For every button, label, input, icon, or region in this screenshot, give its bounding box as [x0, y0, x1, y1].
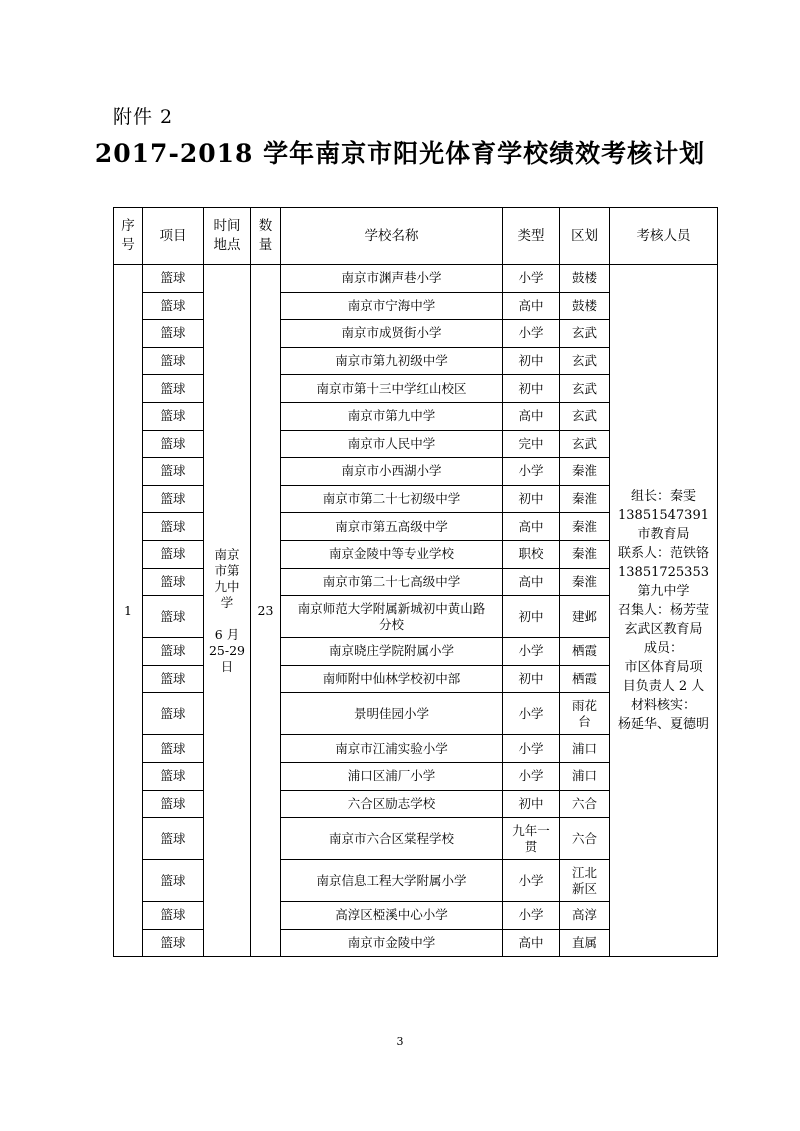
school-name-cell — [281, 929, 503, 957]
district-cell-text: 高淳 — [571, 907, 597, 923]
school-name-cell-text: 南京市第二十七高级中学 — [322, 573, 461, 589]
project-cell-text: 篮球 — [160, 435, 186, 451]
project-cell — [143, 638, 204, 666]
project-cell-text: 篮球 — [160, 671, 186, 687]
project-cell-text: 篮球 — [160, 380, 186, 396]
school-type-cell — [503, 402, 560, 430]
school-type-cell-text: 初中 — [518, 491, 544, 507]
school-name-cell — [281, 430, 503, 458]
project-cell — [143, 790, 204, 818]
page-number: 3 — [396, 1035, 404, 1048]
school-type-cell — [503, 818, 560, 860]
school-type-cell — [503, 540, 560, 568]
school-name-cell — [281, 347, 503, 375]
school-type-cell — [503, 929, 560, 957]
school-type-cell-text: 初中 — [518, 795, 544, 811]
school-name-cell — [281, 568, 503, 596]
school-name-cell-text: 南京晓庄学院附属小学 — [328, 643, 454, 659]
project-cell — [143, 375, 204, 403]
school-name-cell-text: 六合区励志学校 — [347, 795, 436, 811]
project-cell — [143, 818, 204, 860]
project-cell-text: 篮球 — [160, 463, 186, 479]
project-cell — [143, 265, 204, 293]
district-cell-text: 浦口 — [571, 740, 597, 756]
district-cell-text: 秦淮 — [571, 491, 597, 507]
project-cell — [143, 929, 204, 957]
school-name-cell-text: 南京市第二十七初级中学 — [322, 491, 461, 507]
project-cell — [143, 430, 204, 458]
project-cell — [143, 762, 204, 790]
assessment-table — [113, 207, 718, 957]
school-type-cell-text: 小学 — [518, 270, 544, 286]
project-cell-text: 篮球 — [160, 408, 186, 424]
project-cell — [143, 485, 204, 513]
district-cell-text: 秦淮 — [571, 518, 597, 534]
district-cell-text: 雨花 台 — [571, 697, 597, 729]
time-place-cell — [204, 265, 251, 957]
table-header-row — [114, 208, 718, 265]
school-type-cell-text: 高中 — [518, 297, 544, 313]
school-type-cell — [503, 485, 560, 513]
school-type-cell-text: 小学 — [518, 907, 544, 923]
school-type-cell — [503, 735, 560, 763]
school-name-cell-text: 南京师范大学附属新城初中黄山路 分校 — [297, 600, 486, 632]
school-name-cell-text: 南京市第十三中学红山校区 — [316, 380, 467, 396]
document-title: 2017-2018 学年南京市阳光体育学校绩效考核计划 — [94, 139, 706, 168]
district-cell — [560, 265, 610, 293]
school-type-cell — [503, 762, 560, 790]
school-type-cell-text: 小学 — [518, 872, 544, 888]
project-cell-text: 篮球 — [160, 934, 186, 950]
project-cell-text: 篮球 — [160, 518, 186, 534]
school-name-cell — [281, 292, 503, 320]
project-cell-text: 篮球 — [160, 546, 186, 562]
staff-cell-text: 组长：秦雯 13851547391 市教育局 联系人：范铁铬 13851725353 第九中学 召集人：杨芳莹 玄武区教育局 成员： 市区体育局项 目负责人 2 人 材料核实： 杨延华、夏德明 — [617, 489, 709, 733]
project-cell-text: 篮球 — [160, 491, 186, 507]
district-cell — [560, 485, 610, 513]
time-place-cell-text: 南京 市第 九中 学 6 月 25-29 日 — [208, 546, 246, 674]
school-type-cell — [503, 568, 560, 596]
project-cell — [143, 458, 204, 486]
school-name-cell — [281, 902, 503, 930]
school-type-cell — [503, 320, 560, 348]
school-name-cell-text: 南京市人民中学 — [347, 435, 436, 451]
school-type-cell-text: 九年一 贯 — [512, 822, 550, 854]
district-cell — [560, 568, 610, 596]
district-cell-text: 六合 — [571, 795, 597, 811]
school-name-cell — [281, 735, 503, 763]
school-name-cell — [281, 458, 503, 486]
school-type-cell — [503, 375, 560, 403]
school-name-cell-text: 浦口区浦厂小学 — [347, 768, 436, 784]
school-name-cell — [281, 790, 503, 818]
district-cell — [560, 540, 610, 568]
school-name-cell-text: 南京市宁海中学 — [347, 297, 436, 313]
school-name-cell-text: 南京金陵中等专业学校 — [328, 546, 454, 562]
district-cell-text: 江北 新区 — [571, 864, 597, 896]
school-name-cell — [281, 860, 503, 902]
school-name-cell — [281, 513, 503, 541]
school-name-cell — [281, 485, 503, 513]
school-type-cell — [503, 430, 560, 458]
district-cell — [560, 292, 610, 320]
column-header: 学校名称 — [281, 208, 503, 265]
column-header: 类型 — [503, 208, 560, 265]
project-cell-text: 篮球 — [160, 740, 186, 756]
project-cell-text: 篮球 — [160, 705, 186, 721]
column-header: 考核人员 — [610, 208, 718, 265]
district-cell-text: 秦淮 — [571, 546, 597, 562]
attachment-label: 附件 2 — [113, 106, 174, 128]
school-type-cell — [503, 665, 560, 693]
school-name-cell-text: 南京市渊声巷小学 — [341, 270, 442, 286]
district-cell-text: 鼓楼 — [571, 270, 597, 286]
district-cell-text: 六合 — [571, 830, 597, 846]
table-row — [114, 265, 718, 293]
school-type-cell — [503, 596, 560, 638]
school-name-cell-text: 南京市六合区棠程学校 — [328, 830, 454, 846]
school-name-cell-text: 南京信息工程大学附属小学 — [316, 872, 467, 888]
school-name-cell — [281, 320, 503, 348]
school-name-cell-text: 南京市金陵中学 — [347, 934, 436, 950]
school-type-cell — [503, 638, 560, 666]
district-cell — [560, 790, 610, 818]
project-cell — [143, 402, 204, 430]
district-cell — [560, 735, 610, 763]
school-type-cell — [503, 347, 560, 375]
count-cell — [251, 265, 281, 957]
project-cell — [143, 902, 204, 930]
school-type-cell-text: 职校 — [518, 546, 544, 562]
project-cell-text: 篮球 — [160, 830, 186, 846]
project-cell — [143, 860, 204, 902]
school-type-cell — [503, 693, 560, 735]
district-cell — [560, 513, 610, 541]
column-header: 时间 地点 — [204, 208, 251, 265]
district-cell — [560, 320, 610, 348]
district-cell-text: 玄武 — [571, 408, 597, 424]
school-type-cell-text: 高中 — [518, 518, 544, 534]
school-type-cell-text: 高中 — [518, 408, 544, 424]
school-type-cell-text: 小学 — [518, 463, 544, 479]
district-cell — [560, 762, 610, 790]
school-name-cell-text: 南京市第五高级中学 — [335, 518, 448, 534]
school-name-cell-text: 高淳区椏溪中心小学 — [335, 907, 448, 923]
district-cell-text: 玄武 — [571, 325, 597, 341]
school-name-cell — [281, 402, 503, 430]
district-cell — [560, 929, 610, 957]
school-type-cell — [503, 265, 560, 293]
district-cell — [560, 347, 610, 375]
district-cell-text: 玄武 — [571, 353, 597, 369]
school-name-cell — [281, 375, 503, 403]
project-cell — [143, 347, 204, 375]
school-name-cell — [281, 665, 503, 693]
district-cell-text: 鼓楼 — [571, 297, 597, 313]
column-header: 数 量 — [251, 208, 281, 265]
project-cell-text: 篮球 — [160, 353, 186, 369]
school-type-cell — [503, 292, 560, 320]
project-cell — [143, 568, 204, 596]
project-cell-text: 篮球 — [160, 907, 186, 923]
school-type-cell-text: 高中 — [518, 934, 544, 950]
project-cell-text: 篮球 — [160, 608, 186, 624]
district-cell — [560, 402, 610, 430]
district-cell-text: 建邺 — [571, 608, 597, 624]
school-name-cell-text: 景明佳园小学 — [353, 705, 429, 721]
school-type-cell-text: 初中 — [518, 671, 544, 687]
district-cell-text: 玄武 — [571, 435, 597, 451]
school-type-cell — [503, 790, 560, 818]
project-cell-text: 篮球 — [160, 795, 186, 811]
district-cell-text: 栖霞 — [571, 671, 597, 687]
school-type-cell-text: 小学 — [518, 705, 544, 721]
district-cell — [560, 665, 610, 693]
school-type-cell — [503, 860, 560, 902]
district-cell — [560, 818, 610, 860]
district-cell — [560, 902, 610, 930]
project-cell — [143, 320, 204, 348]
district-cell-text: 秦淮 — [571, 463, 597, 479]
project-cell-text: 篮球 — [160, 573, 186, 589]
project-cell-text: 篮球 — [160, 270, 186, 286]
project-cell — [143, 292, 204, 320]
school-type-cell-text: 初中 — [518, 353, 544, 369]
school-name-cell-text: 南京市小西湖小学 — [341, 463, 442, 479]
project-cell-text: 篮球 — [160, 643, 186, 659]
school-type-cell-text: 完中 — [518, 435, 544, 451]
school-type-cell-text: 小学 — [518, 325, 544, 341]
project-cell-text: 篮球 — [160, 768, 186, 784]
district-cell-text: 秦淮 — [571, 573, 597, 589]
school-name-cell — [281, 265, 503, 293]
project-cell — [143, 693, 204, 735]
project-cell-text: 篮球 — [160, 325, 186, 341]
project-cell — [143, 540, 204, 568]
district-cell-text: 玄武 — [571, 380, 597, 396]
column-header: 项目 — [143, 208, 204, 265]
project-cell — [143, 665, 204, 693]
project-cell — [143, 735, 204, 763]
school-name-cell-text: 南京市江浦实验小学 — [335, 740, 448, 756]
district-cell — [560, 430, 610, 458]
district-cell-text: 栖霞 — [571, 643, 597, 659]
school-name-cell — [281, 693, 503, 735]
school-type-cell — [503, 513, 560, 541]
staff-cell — [610, 265, 718, 957]
school-type-cell-text: 小学 — [518, 740, 544, 756]
district-cell-text: 直属 — [571, 934, 597, 950]
project-cell — [143, 596, 204, 638]
school-name-cell — [281, 818, 503, 860]
column-header: 区划 — [560, 208, 610, 265]
school-name-cell-text: 南京市第九中学 — [347, 408, 436, 424]
district-cell — [560, 638, 610, 666]
school-name-cell-text: 南京市第九初级中学 — [335, 353, 448, 369]
project-cell-text: 篮球 — [160, 872, 186, 888]
district-cell — [560, 860, 610, 902]
count-cell-text: 23 — [257, 602, 274, 618]
column-header: 序 号 — [114, 208, 143, 265]
school-name-cell — [281, 638, 503, 666]
school-type-cell — [503, 458, 560, 486]
school-type-cell-text: 小学 — [518, 768, 544, 784]
row-number-cell-text: 1 — [124, 602, 132, 618]
project-cell-text: 篮球 — [160, 297, 186, 313]
school-type-cell — [503, 902, 560, 930]
district-cell — [560, 693, 610, 735]
district-cell — [560, 458, 610, 486]
school-name-cell-text: 南京市成贤街小学 — [341, 325, 442, 341]
school-name-cell — [281, 596, 503, 638]
district-cell — [560, 375, 610, 403]
project-cell — [143, 513, 204, 541]
district-cell-text: 浦口 — [571, 768, 597, 784]
school-type-cell-text: 小学 — [518, 643, 544, 659]
district-cell — [560, 596, 610, 638]
school-type-cell-text: 高中 — [518, 573, 544, 589]
school-name-cell — [281, 762, 503, 790]
school-name-cell — [281, 540, 503, 568]
school-type-cell-text: 初中 — [518, 380, 544, 396]
school-type-cell-text: 初中 — [518, 608, 544, 624]
row-number-cell — [114, 265, 143, 957]
school-name-cell-text: 南师附中仙林学校初中部 — [322, 671, 461, 687]
